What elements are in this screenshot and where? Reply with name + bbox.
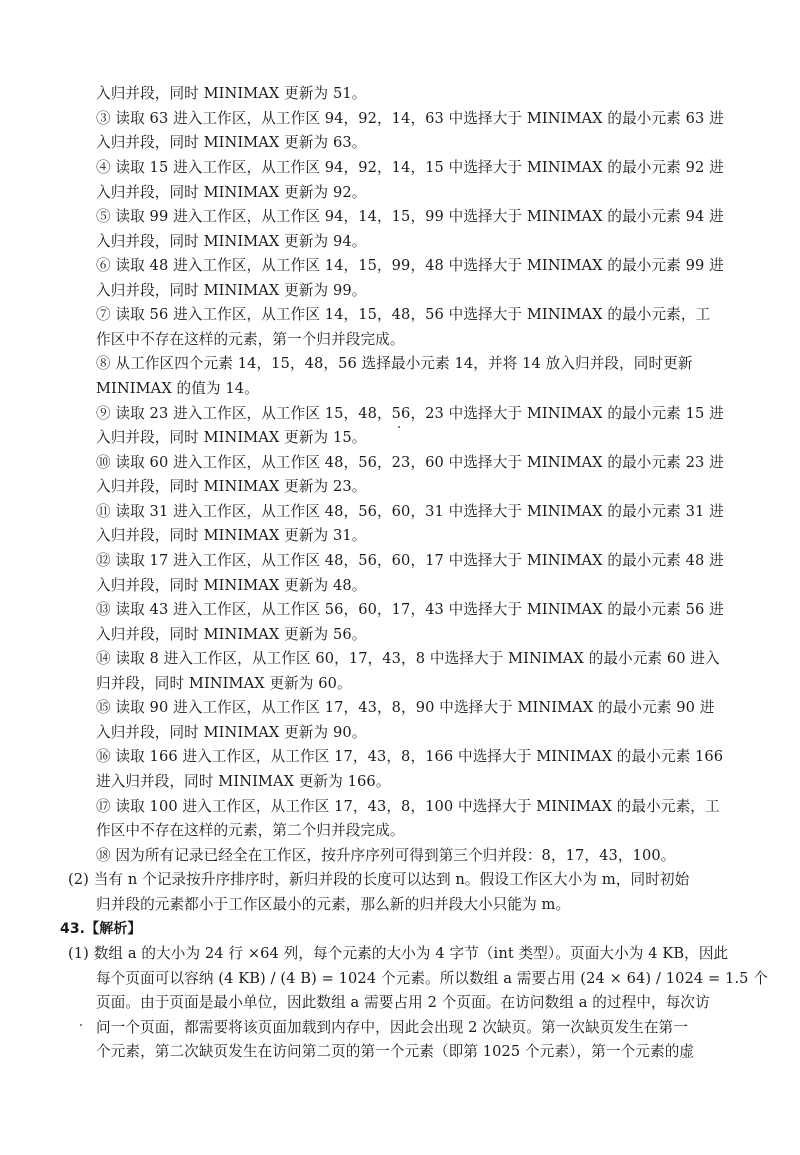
text-line: 入归并段，同时 MINIMAX 更新为 56。 [96,626,367,643]
text-line: ⑯ 读取 166 进入工作区，从工作区 17，43，8，166 中选择大于 MINIMAX 的最小元素 166 [96,748,724,765]
text-line: 作区中不存在这样的元素，第一个归并段完成。 [96,331,405,348]
section-heading: 43.【解析】 [60,921,142,937]
text-line: 入归并段，同时 MINIMAX 更新为 51。 [96,85,367,102]
text-line: ④ 读取 15 进入工作区，从工作区 94，92，14，15 中选择大于 MINIMAX 的最小元素 92 进 [96,159,724,176]
text-line: ⑰ 读取 100 进入工作区，从工作区 17，43，8，100 中选择大于 MINIMAX 的最小元素，工 [96,798,720,815]
text-line: 归并段的元素都小于工作区最小的元素，那么新的归并段大小只能为 m。 [96,896,571,913]
text-line: ⑥ 读取 48 进入工作区，从工作区 14，15，99，48 中选择大于 MINIMAX 的最小元素 99 进 [96,257,724,274]
text-line: MINIMAX 的值为 14。 [96,380,259,397]
text-line: ⑧ 从工作区四个元素 14，15，48，56 选择最小元素 14，并将 14 放入归并段，同时更新 [96,355,693,372]
text-line: ③ 读取 63 进入工作区，从工作区 94，92，14，63 中选择大于 MINIMAX 的最小元素 63 进 [96,110,724,127]
text-line: (1) 数组 a 的大小为 24 行 ×64 列，每个元素的大小为 4 字节（int 类型）。页面大小为 4 KB，因此 [68,945,729,962]
text-line: 入归并段，同时 MINIMAX 更新为 48。 [96,577,367,594]
text-line: ⑨ 读取 23 进入工作区，从工作区 15，48，56，23 中选择大于 MINIMAX 的最小元素 15 进 [96,405,724,422]
text-line: 每个页面可以容纳 (4 KB) / (4 B) = 1024 个元素。所以数组 a 需要占用 (24 × 64) / 1024 = 1.5 个 [96,970,769,987]
text-line: ⑦ 读取 56 进入工作区，从工作区 14，15，48，56 中选择大于 MINIMAX 的最小元素，工 [96,306,711,323]
scan-speck [398,426,400,428]
text-line: 进入归并段，同时 MINIMAX 更新为 166。 [96,773,391,790]
text-line: ⑩ 读取 60 进入工作区，从工作区 48，56，23，60 中选择大于 MINIMAX 的最小元素 23 进 [96,454,724,471]
text-line: 作区中不存在这样的元素，第二个归并段完成。 [96,822,405,839]
text-line: ⑭ 读取 8 进入工作区，从工作区 60，17，43，8 中选择大于 MINIMAX 的最小元素 60 进入 [96,650,720,667]
text-line: 问一个页面，都需要将该页面加载到内存中，因此会出现 2 次缺页。第一次缺页发生在第一 [96,1019,688,1036]
text-line: 入归并段，同时 MINIMAX 更新为 92。 [96,184,367,201]
text-line: ⑮ 读取 90 进入工作区，从工作区 17，43，8，90 中选择大于 MINIMAX 的最小元素 90 进 [96,699,715,716]
text-line: 入归并段，同时 MINIMAX 更新为 15。 [96,429,367,446]
text-line: 入归并段，同时 MINIMAX 更新为 90。 [96,724,367,741]
text-line: 页面。由于页面是最小单位，因此数组 a 需要占用 2 个页面。在访问数组 a 的过程中，每次访 [96,994,710,1011]
text-line: 入归并段，同时 MINIMAX 更新为 23。 [96,478,367,495]
text-line: 个元素，第二次缺页发生在访问第二页的第一个元素（即第 1025 个元素），第一个元素的虚 [96,1043,695,1060]
text-line: ⑬ 读取 43 进入工作区，从工作区 56，60，17，43 中选择大于 MINIMAX 的最小元素 56 进 [96,601,724,618]
text-line: ⑫ 读取 17 进入工作区，从工作区 48，56，60，17 中选择大于 MINIMAX 的最小元素 48 进 [96,552,724,569]
text-line: 归并段，同时 MINIMAX 更新为 60。 [96,675,352,692]
scan-speck [80,1024,82,1026]
text-line: (2) 当有 n 个记录按升序排序时，新归并段的长度可以达到 n。假设工作区大小为 m，同时初始 [68,871,690,888]
text-line: ⑪ 读取 31 进入工作区，从工作区 48，56，60，31 中选择大于 MINIMAX 的最小元素 31 进 [96,503,724,520]
text-line: 入归并段，同时 MINIMAX 更新为 31。 [96,527,367,544]
text-line: ⑱ 因为所有记录已经全在工作区，按升序序列可得到第三个归并段：8，17，43，100。 [96,847,676,864]
text-line: 入归并段，同时 MINIMAX 更新为 99。 [96,282,367,299]
text-line: ⑤ 读取 99 进入工作区，从工作区 94，14，15，99 中选择大于 MINIMAX 的最小元素 94 进 [96,208,724,225]
text-line: 入归并段，同时 MINIMAX 更新为 94。 [96,233,367,250]
text-line: 入归并段，同时 MINIMAX 更新为 63。 [96,134,367,151]
